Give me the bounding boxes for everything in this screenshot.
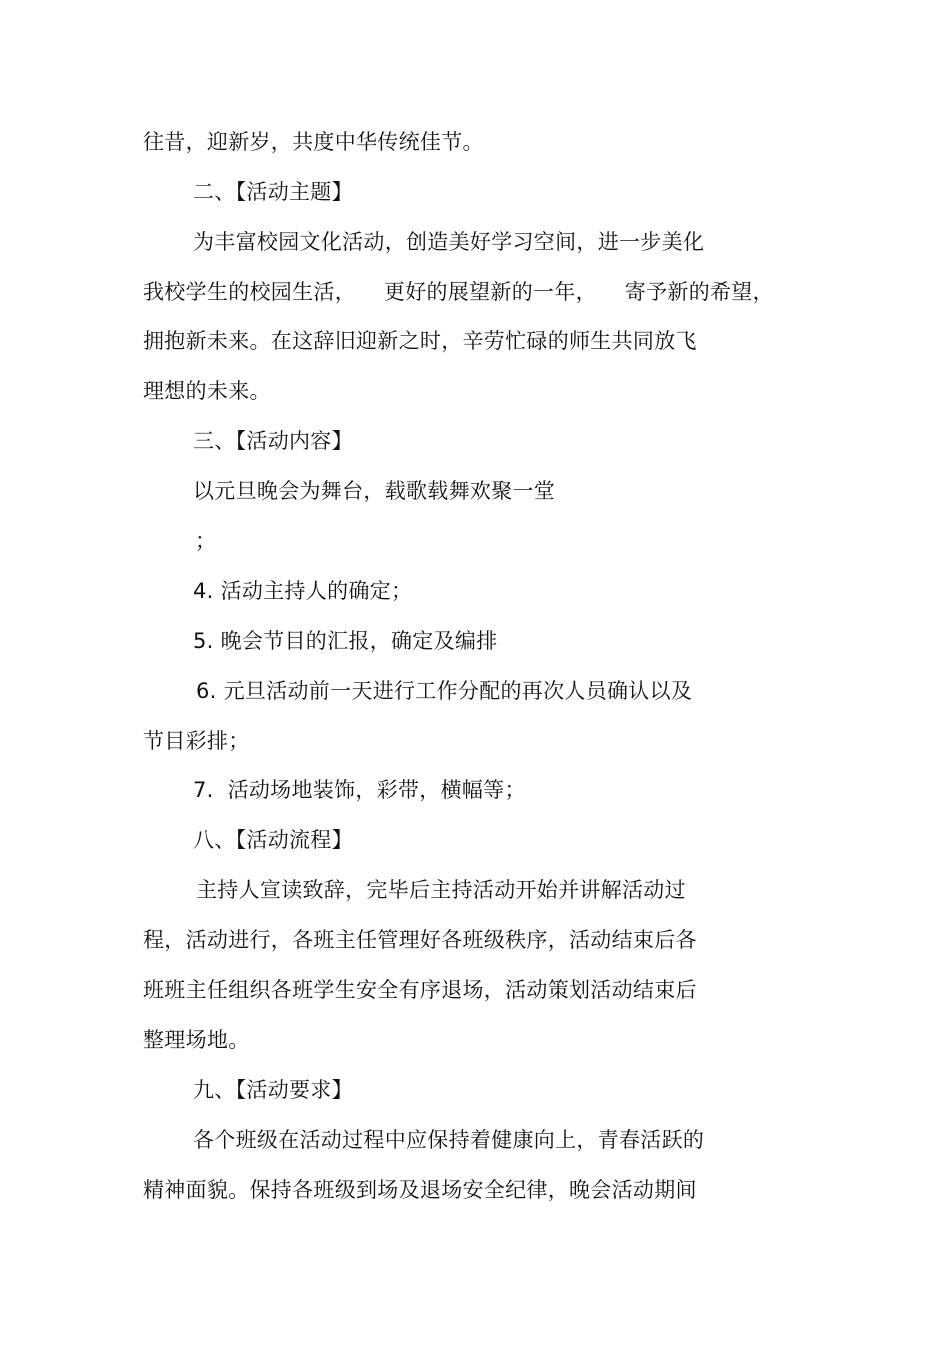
list-item-4: 4. 活动主持人的确定； (193, 579, 413, 603)
text-line-process-3: 班班主任组织各班学生安全有序退场，活动策划活动结束后 (143, 978, 697, 1002)
text-line-theme-4: 理想的未来。 (143, 379, 271, 403)
list-item-5: 5. 晚会节目的汇报，确定及编排 (193, 629, 498, 653)
text-line-theme-3: 拥抱新未来。在这辞旧迎新之时，辛劳忙碌的师生共同放飞 (143, 329, 697, 353)
text-line-requirements-2: 精神面貌。保持各班级到场及退场安全纪律，晚会活动期间 (143, 1178, 697, 1202)
text-line-process-4: 整理场地。 (143, 1028, 250, 1052)
section-heading-content: 三、【活动内容】 (193, 429, 353, 453)
list-item-7: 7. 活动场地装饰，彩带，横幅等； (193, 778, 526, 802)
text-line-process-1: 主持人宣读致辞，完毕后主持活动开始并讲解活动过 (196, 878, 686, 902)
list-item-6: 6. 元旦活动前一天进行工作分配的再次人员确认以及 (196, 679, 693, 703)
text-line-content-1: 以元旦晚会为舞台，载歌载舞欢聚一堂 (193, 479, 556, 503)
text-line-theme-2: 我校学生的校园生活， 更好的展望新的一年， 寄予新的希望， (143, 280, 774, 304)
text-line-content-2: ； (195, 529, 217, 553)
text-line-theme-1: 为丰富校园文化活动，创造美好学习空间，进一步美化 (193, 230, 705, 254)
text-line-continuation-intro: 往昔，迎新岁，共度中华传统佳节。 (143, 130, 484, 154)
list-item-6-continued: 节目彩排； (143, 729, 250, 753)
section-heading-theme: 二、【活动主题】 (193, 180, 353, 204)
section-heading-requirements: 九、【活动要求】 (193, 1078, 353, 1102)
text-line-process-2: 程，活动进行，各班主任管理好各班级秩序，活动结束后各 (143, 928, 697, 952)
text-line-requirements-1: 各个班级在活动过程中应保持着健康向上，青春活跃的 (193, 1128, 705, 1152)
section-heading-process: 八、【活动流程】 (193, 828, 353, 852)
